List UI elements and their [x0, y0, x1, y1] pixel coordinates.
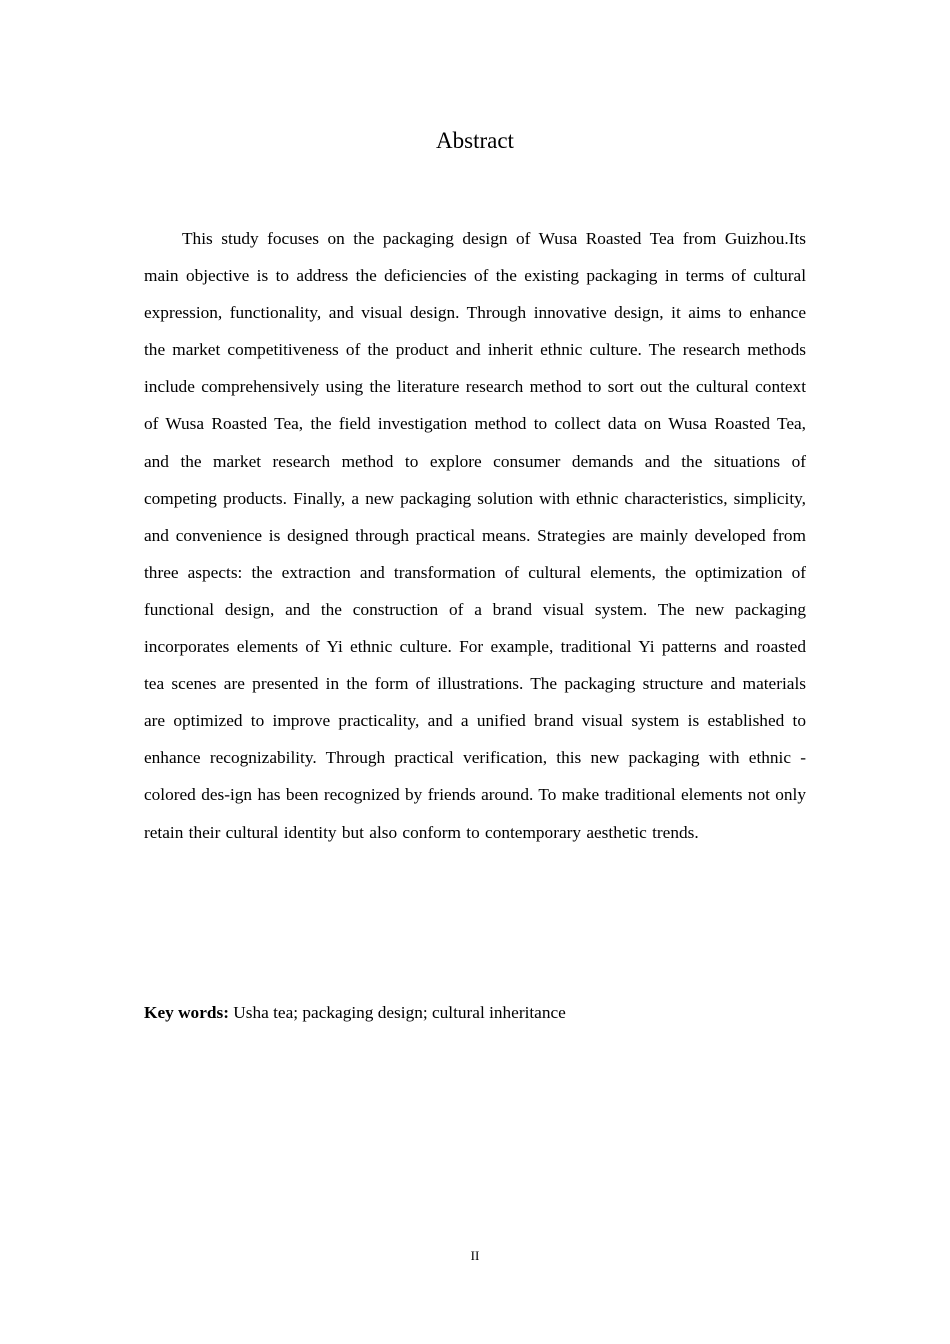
keywords-line: [144, 998, 806, 1028]
keywords-label: Key words:: [144, 1003, 229, 1022]
keywords-value: Usha tea; packaging design; cultural inheritance: [233, 1003, 566, 1022]
abstract-body: This study focuses on the packaging design of Wusa Roasted Tea from Guizhou.Its main objective is to address the deficiencies of the existing packaging in terms of cultural expression, functionality, and visual design. Through innovative design, it aims to enhance the market competitiveness of the product and inherit ethnic culture. The research methods include comprehensively using the literature research method to sort out the cultural context of Wusa Roasted Tea, the field investigation method to collect data on Wusa Roasted Tea, and the market research method to explore consumer demands and the situations of competing products. Finally, a new packaging solution with ethnic characteristics, simplicity, and convenience is designed through practical means. Strategies are mainly developed from three aspects: the extraction and transformation of cultural elements, the optimization of functional design, and the construction of a brand visual system. The new packaging incorporates elements of Yi ethnic culture. For example, traditional Yi patterns and roasted tea scenes are presented in the form of illustrations. The packaging structure and materials are optimized to improve practicality, and a unified brand visual system is established to enhance recognizability. Through practical verification, this new packaging with ethnic - colored des-ign has been recognized by friends around. To make traditional elements not only retain their cultural identity but also conform to contemporary aesthetic trends.: [144, 229, 806, 842]
page-number: II: [470, 1248, 480, 1263]
abstract-title: Abstract: [436, 128, 514, 153]
